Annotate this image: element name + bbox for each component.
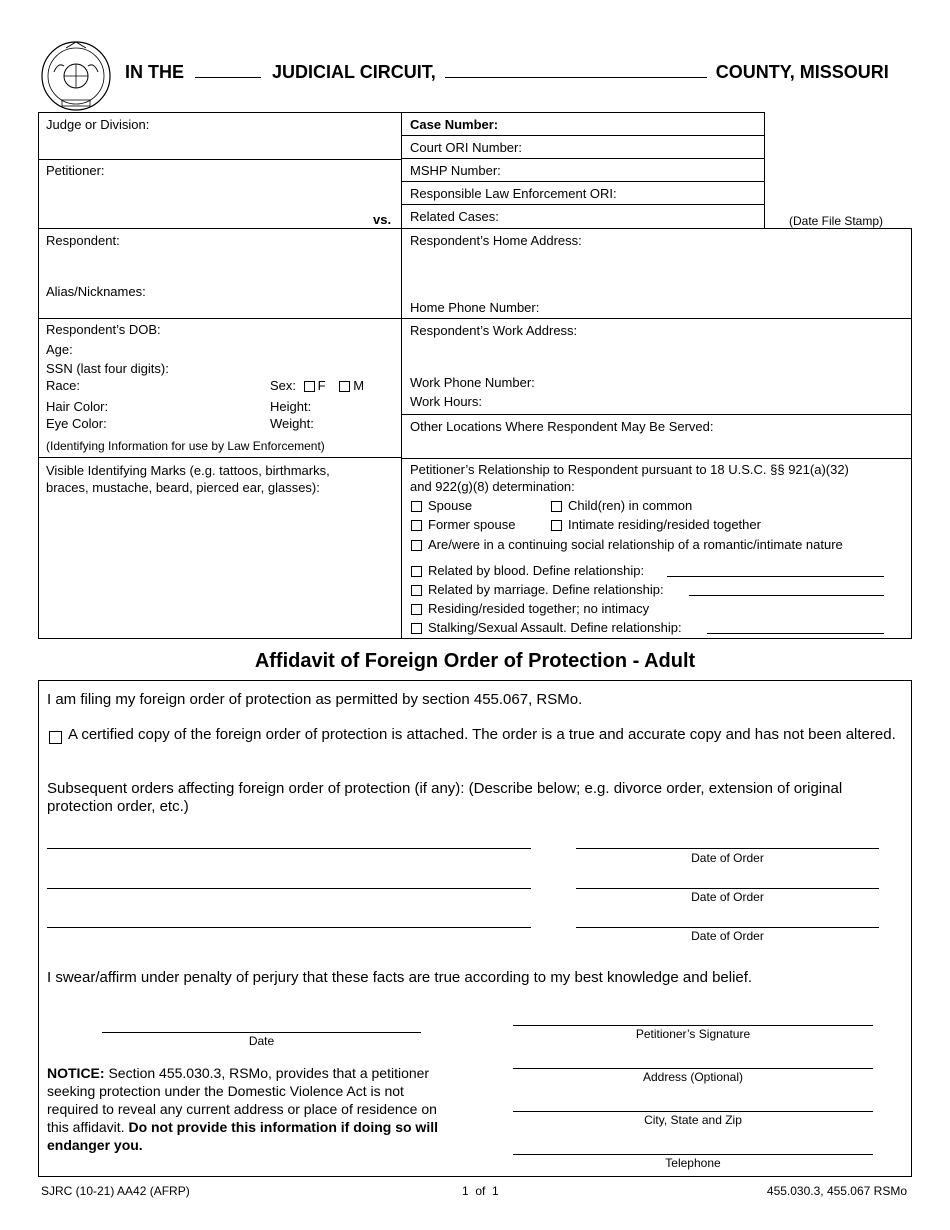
subsequent-orders-statement: Subsequent orders affecting foreign order of protection (if any): (Describe below; e.g. divorce order, extension of original protection order, etc.) <box>47 780 843 815</box>
id-info-note: (Identifying Information for use by Law Enforcement) <box>46 439 325 453</box>
marriage-define-line[interactable] <box>689 595 884 596</box>
mshp-label: MSHP Number: <box>410 163 501 178</box>
former-spouse-label: Former spouse <box>428 517 516 532</box>
header-county: COUNTY, MISSOURI <box>715 62 889 82</box>
marriage-label: Related by marriage. Define relationship: <box>428 582 664 597</box>
marks-label-2: braces, mustache, beard, pierced ear, glasses): <box>46 480 320 495</box>
vs-label: vs. <box>373 212 392 227</box>
sex-m-checkbox[interactable] <box>339 381 350 392</box>
blood-define-line[interactable] <box>667 576 884 577</box>
header-prefix: IN THE <box>125 62 185 82</box>
dob-label: Respondent’s DOB: <box>46 322 161 337</box>
option-stalking[interactable] <box>411 620 682 635</box>
order-date-line-3[interactable] <box>576 927 879 928</box>
blood-label: Related by blood. Define relationship: <box>428 563 645 578</box>
date-label: Date <box>248 1034 275 1048</box>
county-blank[interactable] <box>445 63 707 78</box>
children-checkbox[interactable] <box>551 501 562 512</box>
statute-reference: 455.030.3, 455.067 RSMo <box>766 1184 907 1198</box>
work-phone-label: Work Phone Number: <box>410 375 535 390</box>
related-cases-label: Related Cases: <box>410 209 499 224</box>
stalking-label: Stalking/Sexual Assault. Define relationship: <box>428 620 682 635</box>
marriage-checkbox[interactable] <box>411 585 422 596</box>
option-marriage[interactable] <box>411 582 664 597</box>
weight-label: Weight: <box>270 416 314 431</box>
date-of-order-label-1: Date of Order <box>691 851 764 865</box>
certified-statement: A certified copy of the foreign order of protection is attached. The order is a true and accurate copy and has not been altered. <box>68 726 896 743</box>
sex-m-label: M <box>353 378 365 393</box>
address-label: Address (Optional) <box>642 1070 744 1084</box>
intimate-label: Intimate residing/resided together <box>568 517 761 532</box>
sex-f-checkbox[interactable] <box>304 381 315 392</box>
petitioner-signature-label: Petitioner’s Signature <box>635 1027 751 1041</box>
marks-label-1: Visible Identifying Marks (e.g. tattoos, birthmarks, <box>46 463 330 478</box>
option-residing[interactable] <box>411 601 649 616</box>
intimate-checkbox[interactable] <box>551 520 562 531</box>
page-number <box>462 1184 499 1198</box>
page-of: of <box>475 1184 486 1198</box>
case-number-label: Case Number: <box>410 117 499 132</box>
date-of-order-label-3: Date of Order <box>691 929 764 943</box>
height-label: Height: <box>270 399 312 414</box>
filing-statement: I am filing my foreign order of protection as permitted by section 455.067, RSMo. <box>47 691 583 708</box>
residing-checkbox[interactable] <box>411 604 422 615</box>
certified-checkbox-box[interactable] <box>49 731 62 744</box>
certified-checkbox[interactable] <box>49 729 62 747</box>
romantic-label: Are/were in a continuing social relationship of a romantic/intimate nature <box>428 537 843 552</box>
sex-f-label: F <box>317 378 326 393</box>
address-line[interactable] <box>513 1068 873 1069</box>
stalking-define-line[interactable] <box>707 633 884 634</box>
home-address-label: Respondent’s Home Address: <box>410 233 582 248</box>
telephone-label: Telephone <box>665 1156 721 1170</box>
respondent-label: Respondent: <box>46 233 120 248</box>
ssn-label: SSN (last four digits): <box>46 361 169 376</box>
blood-checkbox[interactable] <box>411 566 422 577</box>
residing-label: Residing/resided together; no intimacy <box>428 601 650 616</box>
option-former-spouse[interactable] <box>411 517 515 532</box>
page-current: 1 <box>462 1184 469 1198</box>
sex-field <box>270 378 364 393</box>
order-description-line-1[interactable] <box>47 848 531 849</box>
order-date-line-1[interactable] <box>576 848 879 849</box>
notice-paragraph <box>47 1064 457 1154</box>
telephone-line[interactable] <box>513 1154 873 1155</box>
petitioner-label: Petitioner: <box>46 163 105 178</box>
affidavit-title: Affidavit of Foreign Order of Protection - Adult <box>254 650 696 672</box>
option-spouse[interactable] <box>411 498 472 513</box>
petitioner-signature-line[interactable] <box>513 1025 873 1026</box>
option-romantic[interactable] <box>411 537 843 552</box>
order-description-line-3[interactable] <box>47 927 531 928</box>
notice-text: Section 455.030.3, RSMo, provides that a petitioner seeking protection under the Domestic Violence Act is not required to reveal any current address or place of residence on this affidavit. <box>47 1065 437 1135</box>
city-state-zip-label: City, State and Zip <box>644 1113 742 1127</box>
hair-label: Hair Color: <box>46 399 109 414</box>
law-ori-label: Responsible Law Enforcement ORI: <box>410 186 617 201</box>
stalking-checkbox[interactable] <box>411 623 422 634</box>
work-hours-label: Work Hours: <box>410 394 482 409</box>
date-signature-line[interactable] <box>102 1032 421 1033</box>
order-date-line-2[interactable] <box>576 888 879 889</box>
eye-label: Eye Color: <box>46 416 107 431</box>
option-blood[interactable] <box>411 563 644 578</box>
spouse-label: Spouse <box>428 498 473 513</box>
header-circuit: JUDICIAL CIRCUIT, <box>272 62 436 82</box>
court-ori-label: Court ORI Number: <box>410 140 522 155</box>
alias-label: Alias/Nicknames: <box>46 284 146 299</box>
judge-label: Judge or Division: <box>46 117 150 132</box>
form-id: SJRC (10-21) AA42 (AFRP) <box>41 1184 190 1198</box>
notice-bold-text: Do not provide this information if doing so will endanger you. <box>47 1119 438 1153</box>
home-phone-label: Home Phone Number: <box>410 300 540 315</box>
swear-statement: I swear/affirm under penalty of perjury that these facts are true according to my best knowledge and belief. <box>47 969 753 986</box>
relationship-label-1: Petitioner’s Relationship to Respondent pursuant to 18 U.S.C. §§ 921(a)(32) <box>410 462 849 477</box>
age-label: Age: <box>46 342 73 357</box>
option-intimate[interactable] <box>551 517 761 532</box>
order-description-line-2[interactable] <box>47 888 531 889</box>
page-total: 1 <box>492 1184 499 1198</box>
court-header <box>125 62 905 83</box>
other-locations-label: Other Locations Where Respondent May Be Served: <box>410 419 714 434</box>
sex-label: Sex: <box>270 378 297 393</box>
children-label: Child(ren) in common <box>568 498 693 513</box>
date-file-stamp: (Date File Stamp) <box>789 214 884 228</box>
date-of-order-label-2: Date of Order <box>691 890 764 904</box>
former-spouse-checkbox[interactable] <box>411 520 422 531</box>
spouse-checkbox[interactable] <box>411 501 422 512</box>
notice-label: NOTICE: <box>47 1065 105 1081</box>
circuit-blank[interactable] <box>195 63 261 78</box>
romantic-checkbox[interactable] <box>411 540 422 551</box>
missouri-state-seal-icon <box>38 36 114 112</box>
race-label: Race: <box>46 378 80 393</box>
relationship-label-2: and 922(g)(8) determination: <box>410 479 575 494</box>
option-children[interactable] <box>551 498 692 513</box>
work-address-label: Respondent’s Work Address: <box>410 323 578 338</box>
city-state-zip-line[interactable] <box>513 1111 873 1112</box>
